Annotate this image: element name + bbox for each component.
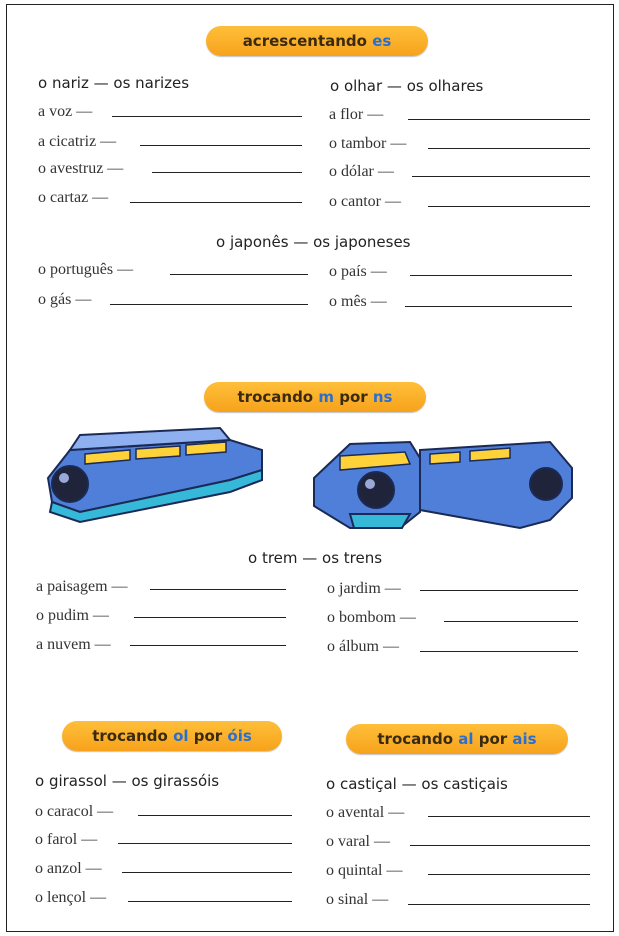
- heading-highlight: ol: [173, 727, 189, 745]
- heading-highlight: al: [458, 730, 474, 748]
- heading-trocando-ol-por-ois: [62, 721, 282, 751]
- heading-acrescentando-es: [206, 26, 428, 56]
- model-example-left: o nariz — os narizes: [38, 74, 190, 92]
- answer-line[interactable]: [408, 904, 590, 905]
- answer-line[interactable]: [118, 843, 292, 844]
- exercise-item: o cantor —: [329, 193, 401, 210]
- heading-text: por: [333, 388, 373, 406]
- answer-line[interactable]: [138, 815, 292, 816]
- answer-line[interactable]: [130, 202, 302, 203]
- model-example-center: o japonês — os japoneses: [216, 233, 411, 251]
- exercise-item: a voz —: [38, 103, 93, 120]
- heading-trocando-m-por-ns: [204, 382, 426, 412]
- answer-line[interactable]: [410, 845, 590, 846]
- answer-line[interactable]: [140, 145, 302, 146]
- exercise-item: a paisagem —: [36, 578, 128, 595]
- answer-line[interactable]: [122, 872, 292, 873]
- exercise-item: o varal —: [326, 833, 390, 850]
- heading-text: acrescentando: [242, 32, 373, 50]
- answer-line[interactable]: [408, 119, 590, 120]
- answer-line[interactable]: [420, 590, 578, 591]
- exercise-item: o avental —: [326, 804, 405, 821]
- heading-highlight: es: [372, 32, 392, 50]
- exercise-item: o caracol —: [35, 803, 114, 820]
- answer-line[interactable]: [134, 617, 286, 618]
- exercise-item: o pudim —: [36, 607, 109, 624]
- train-icon: [40, 420, 266, 525]
- heading-text: trocando: [377, 730, 459, 748]
- exercise-item: o álbum —: [327, 638, 399, 655]
- model-example-right: o olhar — os olhares: [330, 77, 484, 95]
- model-example: o castiçal — os castiçais: [326, 775, 508, 793]
- exercise-item: o anzol —: [35, 860, 102, 877]
- exercise-item: a cicatriz —: [38, 133, 117, 150]
- answer-line[interactable]: [110, 304, 308, 305]
- answer-line[interactable]: [150, 589, 286, 590]
- model-example: o girassol — os girassóis: [35, 772, 220, 790]
- answer-line[interactable]: [428, 148, 590, 149]
- exercise-item: o português —: [38, 261, 134, 278]
- heading-text: trocando: [92, 727, 174, 745]
- heading-trocando-al-por-ais: [346, 724, 568, 754]
- exercise-item: o farol —: [35, 831, 98, 848]
- answer-line[interactable]: [412, 176, 590, 177]
- exercise-item: o cartaz —: [38, 189, 109, 206]
- answer-line[interactable]: [420, 651, 578, 652]
- exercise-item: o sinal —: [326, 891, 389, 908]
- answer-line[interactable]: [128, 901, 292, 902]
- exercise-item: o bombom —: [327, 609, 416, 626]
- exercise-item: o mês —: [329, 293, 387, 310]
- answer-line[interactable]: [444, 621, 578, 622]
- heading-highlight: m: [318, 388, 334, 406]
- exercise-item: o gás —: [38, 291, 92, 308]
- exercise-item: o país —: [329, 263, 387, 280]
- exercise-item: o jardim —: [327, 580, 401, 597]
- model-example: o trem — os trens: [248, 549, 383, 567]
- answer-line[interactable]: [428, 206, 590, 207]
- heading-highlight: ns: [372, 388, 393, 406]
- exercise-item: o avestruz —: [38, 160, 124, 177]
- answer-line[interactable]: [428, 874, 590, 875]
- heading-highlight: óis: [227, 727, 252, 745]
- heading-text: por: [188, 727, 228, 745]
- exercise-item: o quintal —: [326, 862, 403, 879]
- heading-text: por: [473, 730, 513, 748]
- exercise-item: o dólar —: [329, 163, 394, 180]
- exercise-item: o lençol —: [35, 889, 107, 906]
- answer-line[interactable]: [152, 172, 302, 173]
- answer-line[interactable]: [112, 116, 302, 117]
- answer-line[interactable]: [405, 306, 572, 307]
- exercise-item: o tambor —: [329, 135, 407, 152]
- train-icon: [310, 428, 578, 532]
- answer-line[interactable]: [130, 645, 286, 646]
- heading-text: trocando: [237, 388, 319, 406]
- answer-line[interactable]: [428, 816, 590, 817]
- exercise-item: a nuvem —: [36, 636, 111, 653]
- exercise-item: a flor —: [329, 106, 384, 123]
- heading-highlight: ais: [512, 730, 537, 748]
- answer-line[interactable]: [410, 275, 572, 276]
- answer-line[interactable]: [170, 274, 308, 275]
